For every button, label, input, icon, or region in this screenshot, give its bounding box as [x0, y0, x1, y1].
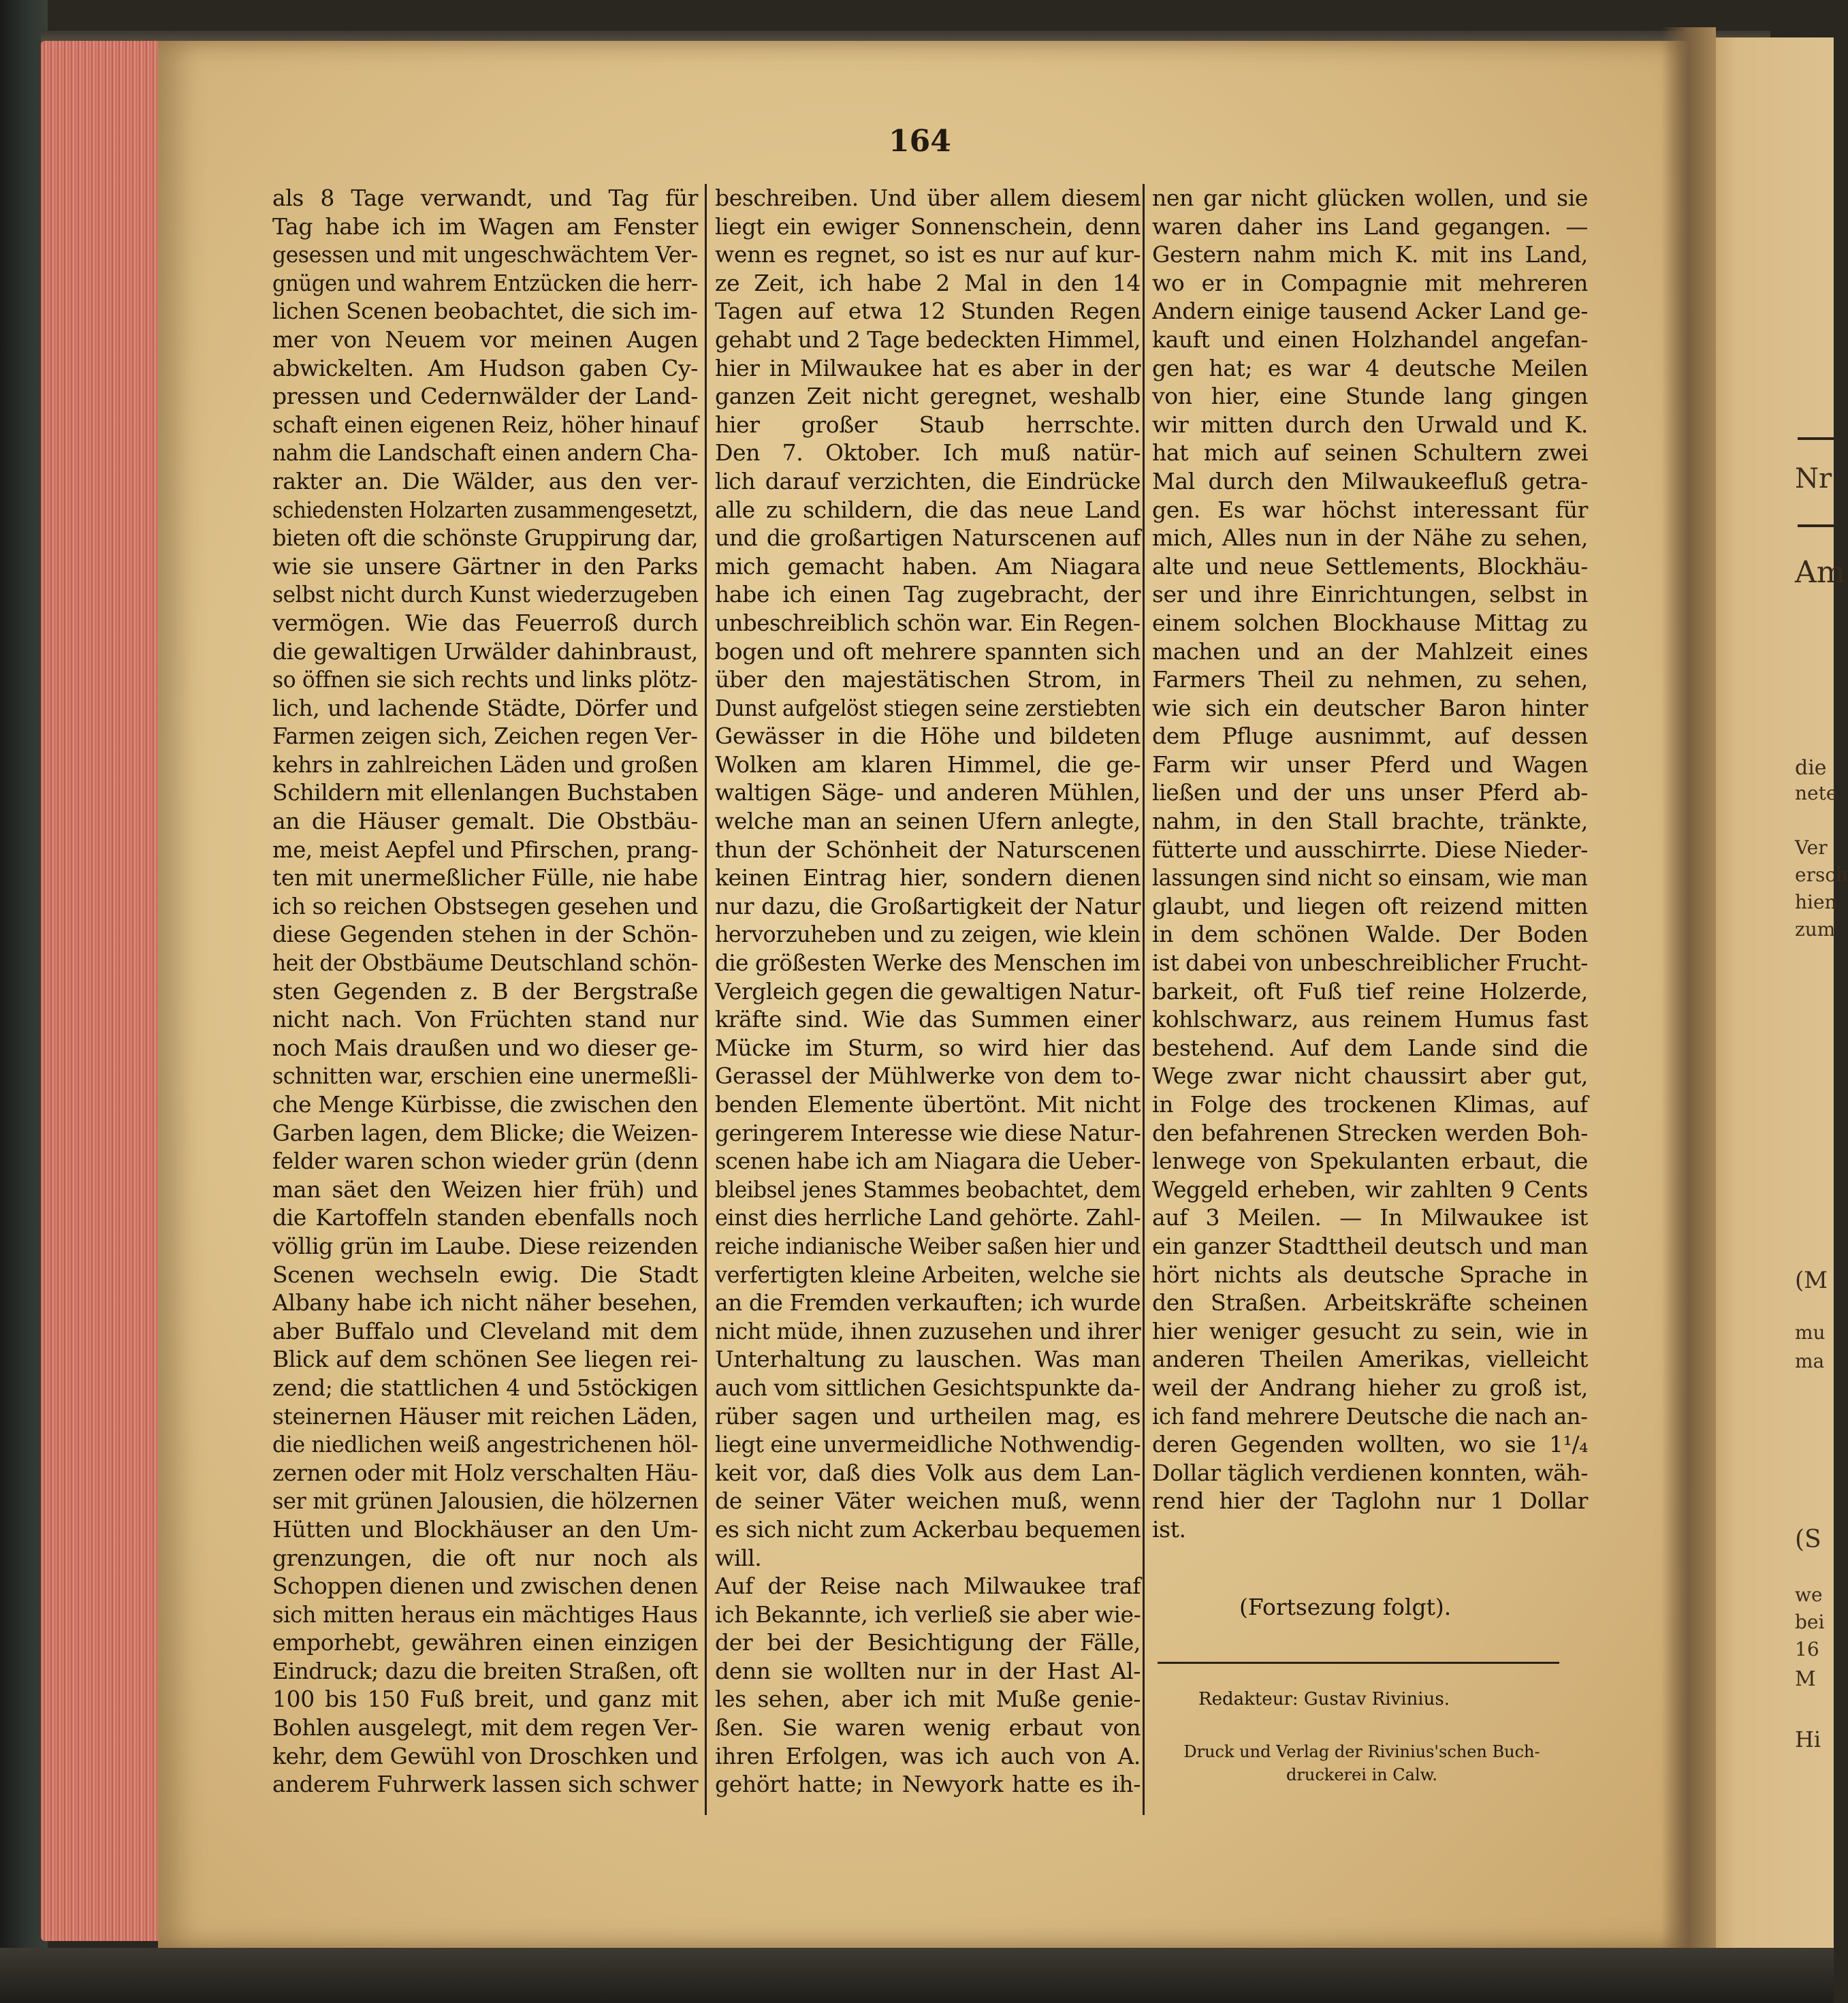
- text-line: nahm, in den Stall brachte, tränkte,: [1152, 808, 1588, 835]
- text-line: sich mitten heraus ein mächtiges Haus: [272, 1600, 698, 1628]
- text-line: wo er in Compagnie mit mehreren: [1152, 269, 1588, 296]
- text-line: ganzen Zeit nicht geregnet, weshalb: [715, 383, 1141, 410]
- printer-line-2: druckerei in Calw.: [1286, 1765, 1437, 1784]
- text-line: der bei der Besichtigung der Fälle,: [715, 1629, 1141, 1656]
- text-line: hervorzuheben und zu zeigen, wie klein: [715, 921, 1141, 948]
- text-line: gen hat; es war 4 deutsche Meilen: [1152, 354, 1588, 381]
- text-line: welche man an seinen Ufern anlegte,: [715, 808, 1141, 835]
- text-line: schiedensten Holzarten zusammengesetzt,: [272, 496, 699, 523]
- text-line: anderem Fuhrwerk lassen sich schwer: [272, 1771, 699, 1798]
- facing-fragment: nete: [1795, 782, 1838, 804]
- text-line: nicht müde, ihnen zuzusehen und ihrer: [715, 1317, 1141, 1344]
- text-line: ser mit grünen Jalousien, die hölzernen: [272, 1487, 699, 1515]
- text-line: verfertigten kleine Arbeiten, welche sie: [715, 1261, 1141, 1288]
- text-line: den Straßen. Arbeitskräfte scheinen: [1152, 1289, 1588, 1316]
- text-line: abwickelten. Am Hudson gaben Cy-: [272, 354, 698, 381]
- text-line: nur dazu, die Großartigkeit der Natur: [715, 892, 1141, 919]
- text-line: den befahrenen Strecken werden Boh-: [1152, 1119, 1588, 1146]
- text-line: Farm wir unser Pferd und Wagen: [1152, 751, 1588, 778]
- text-line: pressen und Cedernwälder der Land-: [272, 383, 698, 410]
- text-line: nen gar nicht glücken wollen, und sie: [1152, 185, 1588, 211]
- text-line: gesessen und mit ungeschwächtem Ver-: [272, 241, 698, 268]
- text-line: die Kartoffeln standen ebenfalls noch: [272, 1204, 698, 1231]
- text-line: zend; die stattlichen 4 und 5stöckigen: [272, 1374, 698, 1401]
- text-line: bestehend. Auf dem Lande sind die: [1152, 1034, 1588, 1061]
- text-line: Albany habe ich nicht näher besehen,: [272, 1289, 698, 1316]
- text-line: bieten oft die schönste Gruppirung dar,: [272, 524, 699, 552]
- text-line: es sich nicht zum Ackerbau bequemen: [715, 1515, 1141, 1543]
- text-line: in dem schönen Walde. Der Boden: [1152, 921, 1588, 948]
- footer-rule: [1158, 1662, 1559, 1664]
- text-line: ze Zeit, ich habe 2 Mal in den 14: [715, 269, 1141, 296]
- text-line: hört nichts als deutsche Sprache in: [1152, 1261, 1588, 1288]
- text-line: einst dies herrliche Land gehörte. Zahl-: [715, 1204, 1141, 1231]
- facing-fragment: M: [1795, 1667, 1816, 1691]
- text-line: waren daher ins Land gegangen. —: [1152, 212, 1588, 240]
- book-gutter: [1661, 27, 1716, 1961]
- text-line: Blick auf dem schönen See liegen rei-: [272, 1346, 698, 1373]
- text-line: Farmers Theil zu nehmen, zu sehen,: [1152, 666, 1588, 693]
- text-line: Garben lagen, dem Blicke; die Weizen-: [272, 1119, 699, 1146]
- text-line: vermögen. Wie das Feuerroß durch: [272, 609, 698, 636]
- facing-fragment: mu: [1795, 1321, 1826, 1344]
- facing-fragment: (S: [1795, 1526, 1821, 1553]
- text-line: zernen oder mit Holz verschalten Häu-: [272, 1459, 699, 1486]
- text-line: Den 7. Oktober. Ich muß natür-: [715, 439, 1141, 467]
- text-line: habe ich einen Tag zugebracht, der: [715, 581, 1141, 608]
- text-line: weil der Andrang hieher zu groß ist,: [1152, 1374, 1588, 1401]
- editor-credit: Redakteur: Gustav Rivinius.: [1198, 1689, 1450, 1709]
- text-line: 100 bis 150 Fuß breit, und ganz mit: [272, 1686, 698, 1713]
- text-line: Gestern nahm mich K. mit ins Land,: [1152, 241, 1588, 268]
- text-line: les sehen, aber ich mit Muße genie-: [715, 1686, 1141, 1713]
- text-line: völlig grün im Laube. Diese reizenden: [272, 1232, 698, 1259]
- text-line: wie sie unsere Gärtner in den Parks: [272, 552, 698, 580]
- text-line: will.: [715, 1544, 762, 1571]
- text-line: kehr, dem Gewühl von Droschken und: [272, 1742, 698, 1769]
- text-line: Vergleich gegen die gewaltigen Natur-: [715, 977, 1141, 1005]
- text-line: wir mitten durch den Urwald und K.: [1152, 411, 1588, 438]
- page-number: 164: [889, 124, 951, 159]
- facing-fragment: bei: [1795, 1611, 1825, 1633]
- text-line: diese Gegenden stehen in der Schön-: [272, 921, 698, 948]
- text-line: unbeschreiblich schön war. Ein Regen-: [715, 609, 1141, 636]
- text-line: keinen Eintrag hier, sondern dienen: [715, 864, 1141, 892]
- text-line: die größesten Werke des Menschen im: [715, 949, 1141, 977]
- text-line: che Menge Kürbisse, die zwischen den: [272, 1091, 698, 1118]
- facing-fragment: we: [1795, 1583, 1823, 1606]
- facing-fragment: hien: [1795, 891, 1837, 913]
- text-line: hier weniger gesucht zu sein, wie in: [1152, 1317, 1588, 1344]
- text-line: Tagen auf etwa 12 Stunden Regen: [715, 298, 1141, 325]
- text-column-1: [272, 184, 698, 1799]
- text-line: deren Gegenden wollten, wo sie 1¹/₄: [1152, 1431, 1588, 1458]
- facing-fragment: Nr: [1795, 463, 1832, 494]
- text-line: über den majestätischen Strom, in: [715, 666, 1141, 693]
- text-line: wenn es regnet, so ist es nur auf kur-: [715, 241, 1141, 268]
- text-line: ein ganzer Stadttheil deutsch und man: [1152, 1232, 1588, 1259]
- text-line: benden Elemente übertönt. Mit nicht: [715, 1091, 1141, 1118]
- text-line: felder waren schon wieder grün (denn: [272, 1148, 699, 1175]
- text-line: mich gemacht haben. Am Niagara: [715, 552, 1141, 580]
- text-line: reiche indianische Weiber saßen hier und: [715, 1232, 1141, 1259]
- facing-fragment: Ver: [1795, 836, 1828, 859]
- text-line: rakter an. Die Wälder, aus den ver-: [272, 467, 698, 494]
- text-line: Bohlen ausgelegt, mit dem regen Ver-: [272, 1714, 698, 1741]
- text-line: sten Gegenden z. B der Bergstraße: [272, 977, 698, 1005]
- text-line: de seiner Väter weichen muß, wenn: [715, 1487, 1141, 1515]
- text-line: kräfte sind. Wie das Summen einer: [715, 1006, 1141, 1033]
- text-line: Schildern mit ellenlangen Buchstaben: [272, 779, 699, 806]
- text-line: machen und an der Mahlzeit eines: [1152, 637, 1588, 665]
- text-line: alle zu schildern, die das neue Land: [715, 496, 1141, 523]
- column-rule-2: [1143, 184, 1145, 1815]
- continuation-note: (Fortsezung folgt).: [1239, 1594, 1452, 1620]
- facing-fragment: Am: [1795, 555, 1845, 590]
- text-line: noch Mais draußen und wo dieser ge-: [272, 1034, 698, 1061]
- facing-fragment: 16: [1795, 1638, 1819, 1660]
- text-line: ließen und der uns unser Pferd ab-: [1152, 779, 1588, 806]
- text-line: Weggeld erheben, wir zahlten 9 Cents: [1152, 1176, 1588, 1203]
- text-line: ser und ihre Einrichtungen, selbst in: [1152, 581, 1588, 608]
- facing-fragment: ma: [1795, 1350, 1825, 1372]
- text-column-3: [1152, 184, 1588, 1544]
- text-line: Andern einige tausend Acker Land ge-: [1152, 298, 1588, 325]
- text-line: die niedlichen weiß angestrichenen höl-: [272, 1431, 699, 1458]
- text-line: ich Bekannte, ich verließ sie aber wie-: [715, 1600, 1141, 1628]
- text-line: steinernen Häuser mit reichen Läden,: [272, 1402, 698, 1430]
- text-line: Tag habe ich im Wagen am Fenster: [272, 212, 698, 240]
- text-line: ßen. Sie waren wenig erbaut von: [715, 1714, 1141, 1741]
- text-line: Mücke im Sturm, so wird hier das: [715, 1034, 1141, 1061]
- bottom-shadow: [0, 1948, 1834, 2003]
- text-line: glaubt, und liegen oft reizend mitten: [1152, 892, 1588, 919]
- text-line: ist.: [1152, 1515, 1186, 1543]
- text-line: die gewaltigen Urwälder dahinbraust,: [272, 637, 698, 665]
- text-line: Auf der Reise nach Milwaukee traf: [715, 1573, 1141, 1600]
- text-line: ist dabei von unbeschreiblicher Frucht-: [1152, 949, 1588, 977]
- text-line: rend hier der Taglohn nur 1 Dollar: [1152, 1487, 1588, 1515]
- text-line: gehabt und 2 Tage bedeckten Himmel,: [715, 326, 1141, 353]
- text-line: auch vom sittlichen Gesichtspunkte da-: [715, 1374, 1141, 1401]
- text-line: gnügen und wahrem Entzücken die herr-: [272, 269, 698, 296]
- text-line: kauft und einen Holzhandel angefan-: [1152, 326, 1588, 353]
- text-line: ihren Erfolgen, was ich auch von A.: [715, 1742, 1141, 1769]
- text-line: kehrs in zahlreichen Läden und großen: [272, 751, 698, 778]
- text-line: grenzungen, die oft nur noch als: [272, 1544, 698, 1571]
- text-column-2: [715, 184, 1141, 1799]
- text-line: kohlschwarz, aus reinem Humus fast: [1152, 1006, 1588, 1033]
- facing-rule-2: [1798, 524, 1834, 527]
- text-line: thun der Schönheit der Naturscenen: [715, 836, 1141, 863]
- text-line: ich so reichen Obstsegen gesehen und: [272, 892, 699, 919]
- text-line: anderen Theilen Amerikas, vielleicht: [1152, 1346, 1588, 1373]
- text-line: gehört hatte; in Newyork hatte es ih-: [715, 1771, 1141, 1798]
- text-line: Wolken am klaren Himmel, die ge-: [715, 751, 1141, 778]
- text-line: geringerem Interesse wie diese Natur-: [715, 1119, 1141, 1146]
- text-line: me, meist Aepfel und Pfirschen, prang-: [272, 836, 699, 863]
- text-line: schnitten war, erschien eine unermeßli-: [272, 1062, 698, 1090]
- column-rule-1: [705, 184, 707, 1815]
- red-page-edges: [41, 41, 160, 1941]
- text-line: hier großer Staub herrschte.: [715, 411, 1141, 438]
- text-line: man säet den Weizen hier früh) und: [272, 1176, 698, 1203]
- text-line: emporhebt, gewähren einen einzigen: [272, 1629, 698, 1656]
- text-line: ich fand mehrere Deutsche die nach an-: [1152, 1402, 1588, 1430]
- text-line: mer von Neuem vor meinen Augen: [272, 326, 698, 353]
- text-line: und die großartigen Naturscenen auf: [715, 524, 1141, 552]
- text-line: lichen Scenen beobachtet, die sich im-: [272, 298, 698, 325]
- facing-fragment: die: [1795, 756, 1827, 780]
- text-line: liegt eine unvermeidliche Nothwendig-: [715, 1431, 1141, 1458]
- text-line: scenen habe ich am Niagara die Ueber-: [715, 1148, 1141, 1175]
- text-line: Dunst aufgelöst stiegen seine zerstiebten: [715, 694, 1141, 721]
- facing-fragment: zum: [1795, 918, 1836, 941]
- text-line: mich, Alles nun in der Nähe zu sehen,: [1152, 524, 1588, 552]
- text-line: Gewässer in die Höhe und bildeten: [715, 723, 1141, 750]
- text-line: selbst nicht durch Kunst wiederzugeben: [272, 581, 699, 608]
- text-line: denn sie wollten nur in der Hast Al-: [715, 1657, 1141, 1684]
- text-line: an die Häuser gemalt. Die Obstbäu-: [272, 808, 698, 835]
- text-line: lenwege von Spekulanten erbaut, die: [1152, 1148, 1588, 1175]
- text-line: als 8 Tage verwandt, und Tag für: [272, 185, 698, 211]
- text-line: bogen und oft mehrere spannten sich: [715, 637, 1141, 665]
- text-line: lich darauf verzichten, die Eindrücke: [715, 467, 1141, 494]
- text-line: nicht nach. Von Früchten stand nur: [272, 1006, 698, 1033]
- text-line: auf 3 Meilen. — In Milwaukee ist: [1152, 1204, 1588, 1231]
- facing-rule-1: [1798, 437, 1834, 440]
- text-line: von hier, eine Stunde lang gingen: [1152, 383, 1588, 410]
- text-line: Dollar täglich verdienen konnten, wäh-: [1152, 1459, 1588, 1486]
- text-line: Gerassel der Mühlwerke von dem to-: [715, 1062, 1141, 1090]
- text-line: Scenen wechseln ewig. Die Stadt: [272, 1261, 698, 1288]
- text-line: wie sich ein deutscher Baron hinter: [1152, 694, 1588, 721]
- text-line: in Folge des trockenen Klimas, auf: [1152, 1091, 1588, 1118]
- printer-credit: [1158, 1740, 1566, 1786]
- text-line: an die Fremden verkauften; ich wurde: [715, 1289, 1141, 1316]
- text-line: Eindruck; dazu die breiten Straßen, oft: [272, 1657, 699, 1684]
- text-line: so öffnen sie sich rechts und links plötz-: [272, 666, 698, 693]
- text-line: lich, und lachende Städte, Dörfer und: [272, 694, 698, 721]
- text-line: barkeit, oft Fuß tief reine Holzerde,: [1152, 977, 1588, 1005]
- text-line: aber Buffalo und Cleveland mit dem: [272, 1317, 698, 1344]
- text-line: einem solchen Blockhause Mittag zu: [1152, 609, 1588, 636]
- text-line: heit der Obstbäume Deutschland schön-: [272, 949, 699, 977]
- text-line: liegt ein ewiger Sonnenschein, denn: [715, 212, 1141, 240]
- text-line: alte und neue Settlements, Blockhäu-: [1152, 552, 1588, 580]
- text-line: hier in Milwaukee hat es aber in der: [715, 354, 1141, 381]
- text-line: beschreiben. Und über allem diesem: [715, 185, 1141, 211]
- text-line: waltigen Säge- und anderen Mühlen,: [715, 779, 1141, 806]
- text-line: gen. Es war höchst interessant für: [1152, 496, 1588, 523]
- text-line: nahm die Landschaft einen andern Cha-: [272, 439, 699, 467]
- text-line: Hütten und Blockhäuser an den Um-: [272, 1515, 698, 1543]
- text-line: fütterte und ausschirrte. Diese Nieder-: [1152, 836, 1588, 863]
- text-line: Mal durch den Milwaukeefluß getra-: [1152, 467, 1588, 494]
- text-line: Farmen zeigen sich, Zeichen regen Ver-: [272, 723, 698, 750]
- text-line: lassungen sind nicht so einsam, wie man: [1152, 864, 1588, 892]
- facing-fragment: ersch: [1795, 864, 1848, 886]
- printer-line-1: Druck und Verlag der Rivinius'schen Buch-: [1183, 1742, 1540, 1761]
- text-line: dem Pfluge ausnimmt, auf dessen: [1152, 723, 1588, 750]
- facing-fragment: (M: [1795, 1267, 1828, 1294]
- text-line: Wege zwar nicht chaussirt aber gut,: [1152, 1062, 1588, 1090]
- text-line: rüber sagen und urtheilen mag, es: [715, 1402, 1141, 1430]
- text-line: Schoppen dienen und zwischen denen: [272, 1573, 698, 1600]
- text-line: ten mit unermeßlicher Fülle, nie habe: [272, 864, 698, 892]
- text-line: hat mich auf seinen Schultern zwei: [1152, 439, 1588, 467]
- text-line: bleibsel jenes Stammes beobachtet, dem: [715, 1176, 1141, 1203]
- text-line: Unterhaltung zu lauschen. Was man: [715, 1346, 1141, 1373]
- text-line: keit vor, daß dies Volk aus dem Lan-: [715, 1459, 1141, 1486]
- facing-fragment: Hi: [1795, 1726, 1821, 1752]
- text-line: schaft einen eigenen Reiz, höher hinauf: [272, 411, 699, 438]
